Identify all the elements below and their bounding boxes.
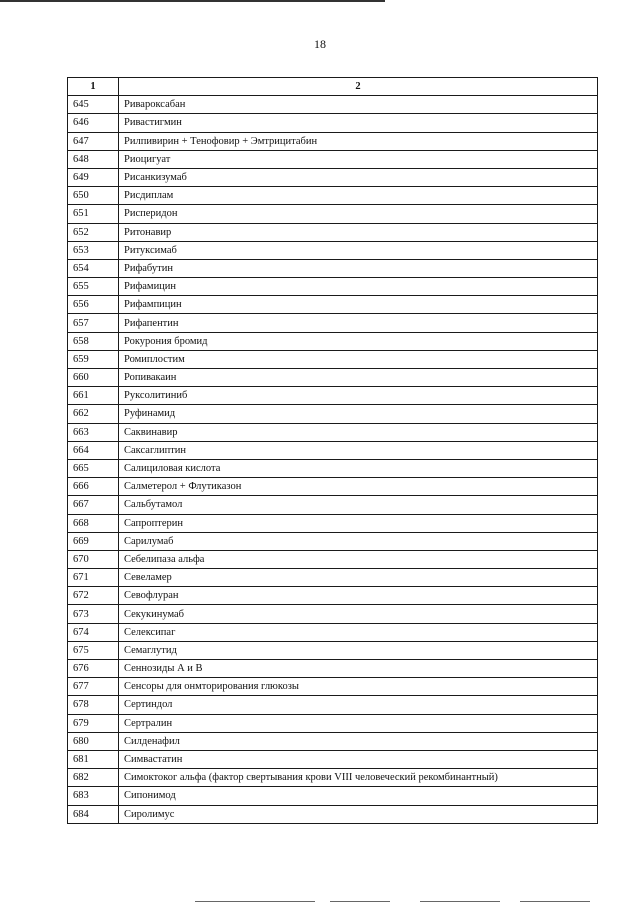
drug-name: Силденафил	[119, 732, 598, 750]
row-number: 672	[68, 587, 119, 605]
table-row	[68, 314, 598, 332]
top-rule	[0, 0, 385, 2]
table-row	[68, 550, 598, 568]
drug-name: Симвастатин	[119, 750, 598, 768]
row-number: 646	[68, 114, 119, 132]
row-number: 657	[68, 314, 119, 332]
row-number: 676	[68, 660, 119, 678]
table-row	[68, 223, 598, 241]
table-row	[68, 514, 598, 532]
table-row	[68, 150, 598, 168]
table-row	[68, 96, 598, 114]
table-row	[68, 732, 598, 750]
table-row	[68, 569, 598, 587]
row-number: 652	[68, 223, 119, 241]
row-number: 668	[68, 514, 119, 532]
table-row	[68, 532, 598, 550]
drug-name: Рисперидон	[119, 205, 598, 223]
drug-name: Сенсоры для онмторирования глюкозы	[119, 678, 598, 696]
row-number: 682	[68, 769, 119, 787]
drug-name: Сарилумаб	[119, 532, 598, 550]
row-number: 683	[68, 787, 119, 805]
table-row	[68, 132, 598, 150]
table-row	[68, 641, 598, 659]
drug-name: Рифамицин	[119, 278, 598, 296]
row-number: 651	[68, 205, 119, 223]
bottom-scan-mark	[520, 901, 590, 902]
bottom-scan-mark	[420, 901, 500, 902]
row-number: 650	[68, 187, 119, 205]
drug-name: Руфинамид	[119, 405, 598, 423]
row-number: 673	[68, 605, 119, 623]
drug-name: Симоктоког альфа (фактор свертывания крови VIII человеческий рекомбинантный)	[119, 769, 598, 787]
drug-name: Рилпивирин + Тенофовир + Эмтрицитабин	[119, 132, 598, 150]
table-header-row	[68, 78, 598, 96]
drug-name: Севофлуран	[119, 587, 598, 605]
row-number: 649	[68, 168, 119, 186]
drug-name: Рисанкизумаб	[119, 168, 598, 186]
drug-name: Секукинумаб	[119, 605, 598, 623]
drug-name: Салициловая кислота	[119, 459, 598, 477]
row-number: 659	[68, 350, 119, 368]
row-number: 666	[68, 478, 119, 496]
drug-name: Ропивакаин	[119, 369, 598, 387]
table-row	[68, 750, 598, 768]
drug-name: Саквинавир	[119, 423, 598, 441]
table-row	[68, 423, 598, 441]
drug-name: Ривастигмин	[119, 114, 598, 132]
table-row	[68, 623, 598, 641]
table-row	[68, 605, 598, 623]
table-row	[68, 805, 598, 823]
table-row	[68, 660, 598, 678]
bottom-scan-mark	[195, 901, 315, 902]
row-number: 669	[68, 532, 119, 550]
row-number: 648	[68, 150, 119, 168]
drug-name: Сапроптерин	[119, 514, 598, 532]
table-row	[68, 714, 598, 732]
table-row	[68, 387, 598, 405]
table-row	[68, 350, 598, 368]
drug-name: Ромиплостим	[119, 350, 598, 368]
row-number: 665	[68, 459, 119, 477]
table-row	[68, 114, 598, 132]
drug-name: Риоцигуат	[119, 150, 598, 168]
drug-name: Сипонимод	[119, 787, 598, 805]
row-number: 662	[68, 405, 119, 423]
row-number: 656	[68, 296, 119, 314]
table-row	[68, 769, 598, 787]
table-row	[68, 405, 598, 423]
table-body	[68, 96, 598, 824]
table-row	[68, 459, 598, 477]
row-number: 664	[68, 441, 119, 459]
drug-name: Сертиндол	[119, 696, 598, 714]
drug-name: Сеннозиды А и В	[119, 660, 598, 678]
drug-name: Сиролимус	[119, 805, 598, 823]
row-number: 677	[68, 678, 119, 696]
drug-name: Себелипаза альфа	[119, 550, 598, 568]
column-header-name: 2	[119, 78, 598, 96]
drug-name: Рифампицин	[119, 296, 598, 314]
table-row	[68, 205, 598, 223]
bottom-scan-mark	[330, 901, 390, 902]
row-number: 647	[68, 132, 119, 150]
row-number: 684	[68, 805, 119, 823]
table-row	[68, 441, 598, 459]
drug-name: Рифапентин	[119, 314, 598, 332]
table-row	[68, 187, 598, 205]
drug-name: Семаглутид	[119, 641, 598, 659]
table-row	[68, 241, 598, 259]
drug-name: Рокурония бромид	[119, 332, 598, 350]
table-row	[68, 496, 598, 514]
row-number: 680	[68, 732, 119, 750]
row-number: 678	[68, 696, 119, 714]
table-row	[68, 678, 598, 696]
row-number: 660	[68, 369, 119, 387]
row-number: 654	[68, 259, 119, 277]
row-number: 658	[68, 332, 119, 350]
drug-name: Ритонавир	[119, 223, 598, 241]
drug-name: Севеламер	[119, 569, 598, 587]
row-number: 653	[68, 241, 119, 259]
row-number: 667	[68, 496, 119, 514]
drug-name: Саксаглиптин	[119, 441, 598, 459]
row-number: 679	[68, 714, 119, 732]
drug-name: Салметерол + Флутиказон	[119, 478, 598, 496]
drug-name: Рисдиплам	[119, 187, 598, 205]
table-row	[68, 168, 598, 186]
row-number: 675	[68, 641, 119, 659]
row-number: 671	[68, 569, 119, 587]
drug-name: Ритуксимаб	[119, 241, 598, 259]
table-row	[68, 278, 598, 296]
table-row	[68, 696, 598, 714]
row-number: 663	[68, 423, 119, 441]
row-number: 670	[68, 550, 119, 568]
row-number: 645	[68, 96, 119, 114]
drug-name: Сальбутамол	[119, 496, 598, 514]
row-number: 661	[68, 387, 119, 405]
table-row	[68, 787, 598, 805]
page-number: 18	[314, 37, 326, 51]
drug-name: Руксолитиниб	[119, 387, 598, 405]
drug-name: Ривароксабан	[119, 96, 598, 114]
table-row	[68, 332, 598, 350]
table-row	[68, 587, 598, 605]
drug-name: Селексипаг	[119, 623, 598, 641]
drug-name: Сертралин	[119, 714, 598, 732]
table-row	[68, 369, 598, 387]
drug-name: Рифабутин	[119, 259, 598, 277]
drug-table	[67, 77, 598, 824]
row-number: 655	[68, 278, 119, 296]
row-number: 681	[68, 750, 119, 768]
column-header-number: 1	[68, 78, 119, 96]
table-row	[68, 259, 598, 277]
row-number: 674	[68, 623, 119, 641]
table-row	[68, 478, 598, 496]
table-row	[68, 296, 598, 314]
